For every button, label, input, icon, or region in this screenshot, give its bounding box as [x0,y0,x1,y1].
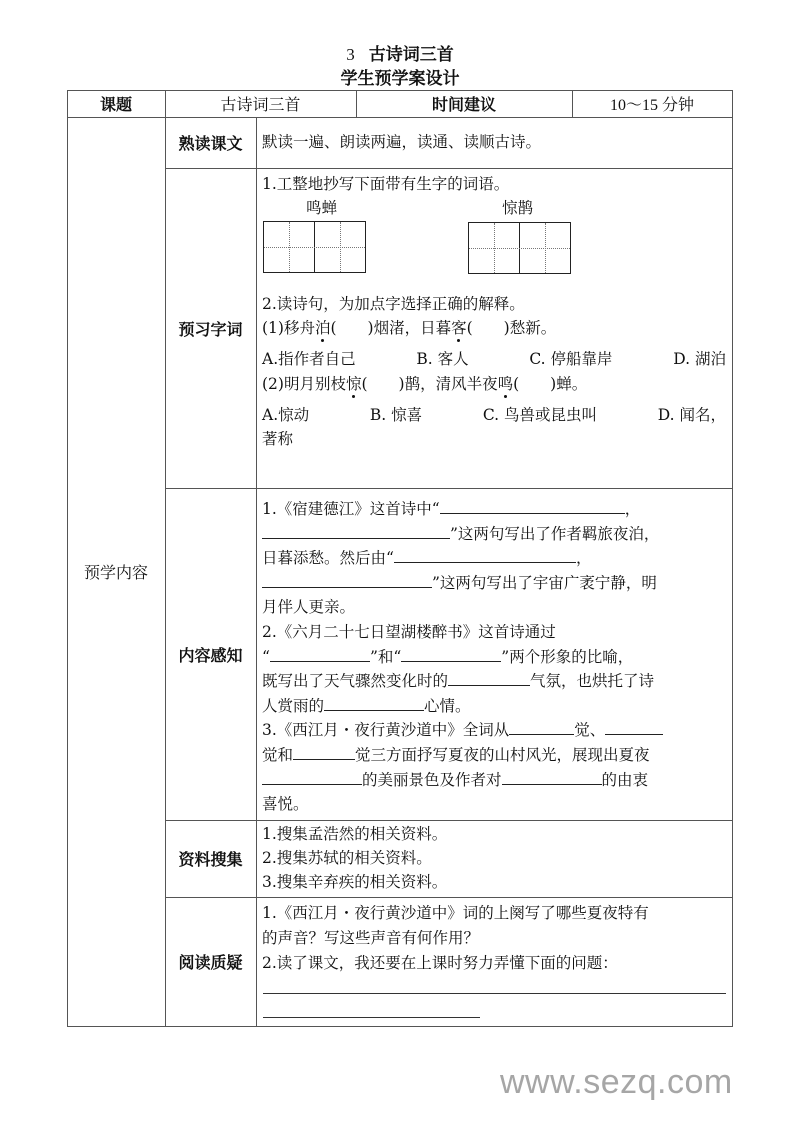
sub2-mid2: ( )蝉。 [513,375,588,393]
fill-blank[interactable] [293,743,355,760]
fill-blank[interactable] [262,768,362,785]
vocab-options2 [256,403,732,427]
option: C. 停船靠岸 [529,350,613,368]
grid-guide [469,248,570,249]
text: 1.《宿建德江》这首诗中“ [262,500,440,518]
text: 觉、 [574,721,606,740]
topic-label: 课题 [99,95,132,114]
vocab-q2: 2.读诗句，为加点字选择正确的解释。 [262,295,525,313]
dotted-char: 泊 [314,319,331,337]
text: ”两个形象的比喻， [501,647,634,666]
text: ， [575,549,592,568]
text: 日暮添愁。然后由“ [262,549,394,568]
writing-grid-1[interactable] [263,221,366,273]
questions-label: 阅读质疑 [178,953,243,972]
fill-blank[interactable] [401,645,501,662]
lesson-title-text: 古诗词三首 [368,45,454,65]
text: 的由衷 [601,770,649,789]
option: A.惊动 [262,406,310,424]
question-text: 的声音？写这些声音有何作用？ [262,929,480,947]
time-label: 时间建议 [431,95,496,114]
time-value: 10～15 分钟 [609,97,694,114]
research-item: 3.搜集辛弃疾的相关资料。 [262,873,448,891]
text: 既写出了天气骤然变化时的 [262,672,449,691]
text: ， [624,500,641,518]
reading-text: 默读一遍、朗读两遍，读通、读顺古诗。 [262,133,542,151]
topic-value: 古诗词三首 [220,95,301,114]
dotted-char: 惊 [345,375,362,393]
sub2-pre: (2)明月别枝 [262,375,346,393]
watermark: www.sezq.com [500,1063,733,1101]
vocab-sub2 [256,372,732,396]
option: B. 惊喜 [369,406,423,424]
text: 3.《西江月・夜行黄沙道中》全词从 [262,721,510,740]
questions-content [256,901,732,976]
text: 觉和 [262,745,294,764]
fill-blank[interactable] [605,718,663,735]
dotted-char: 鸣 [497,375,514,393]
fill-blank[interactable] [324,694,424,711]
research-list [256,822,732,894]
fill-blank[interactable] [448,669,530,686]
fill-blank[interactable] [270,645,370,662]
option: D. 湖泊 [673,350,726,368]
text: ”这两句写出了作者羁旅夜泊， [450,524,660,543]
vocab-label: 预习字词 [178,319,243,339]
text: ”这两句写出了宇宙广袤宁静，明 [432,573,657,592]
fill-blank[interactable] [262,522,450,539]
text: 气氛，也烘托了诗 [530,672,655,691]
fill-blank[interactable] [262,571,432,588]
lesson-title [0,40,800,65]
option: B. 客人 [416,350,469,368]
document-subtitle: 学生预学案设计 [340,69,460,89]
section-label: 预学内容 [83,563,148,582]
text: “ [262,647,270,666]
writing-grid-2[interactable] [468,222,571,274]
grid-guide [264,247,365,248]
vocab-options1 [256,347,732,371]
text: ”和“ [369,647,402,666]
vocab-options2-wrap: 著称 [262,430,294,448]
sub1-pre: (1)移舟 [262,319,315,337]
text: 觉三方面抒写夏夜的山村风光，展现出夏夜 [355,745,650,764]
vocab-word-2: 惊鹊 [502,199,534,217]
table-border-bottom [67,1026,733,1027]
sub1-mid1: ( )烟渚，日暮 [330,319,452,337]
lesson-number: 3 [346,45,355,64]
text: 2.《六月二十七日望湖楼醉书》这首诗通过 [262,622,556,641]
text: 人赏雨的 [262,696,325,715]
text: 心情。 [424,696,471,715]
perception-label: 内容感知 [178,645,243,665]
research-item: 1.搜集孟浩然的相关资料。 [262,825,448,843]
answer-line[interactable] [263,993,726,994]
table-border-right [732,90,733,1027]
perception-content [256,497,732,817]
research-label: 资料搜集 [178,850,243,869]
sub2-mid1: ( )鹊，清风半夜 [361,375,498,393]
text: 喜悦。 [262,795,309,814]
fill-blank[interactable] [394,546,576,563]
option: D. 闻名， [657,406,726,424]
text: 的美丽景色及作者对 [362,770,502,789]
vocab-word-1: 鸣蝉 [306,199,338,217]
option: A.指作者自己 [262,350,356,368]
vocab-q1: 1.工整地抄写下面带有生字的词语。 [262,175,510,193]
option: C. 鸟兽或昆虫叫 [482,406,598,424]
reading-label: 熟读课文 [178,134,243,153]
research-item: 2.搜集苏轼的相关资料。 [262,849,432,867]
question-text: 1.《西江月・夜行黄沙道中》词的上阕写了哪些夏夜特有 [262,904,649,922]
question-text: 2.读了课文，我还要在上课时努力弄懂下面的问题： [262,954,618,972]
answer-line[interactable] [263,1017,480,1018]
sub1-mid2: ( )愁新。 [466,319,557,337]
fill-blank[interactable] [502,768,602,785]
fill-blank[interactable] [440,497,625,514]
vocab-sub1 [256,316,732,340]
dotted-char: 客 [451,319,467,337]
fill-blank[interactable] [509,718,574,735]
text: 月伴人更亲。 [262,598,356,617]
